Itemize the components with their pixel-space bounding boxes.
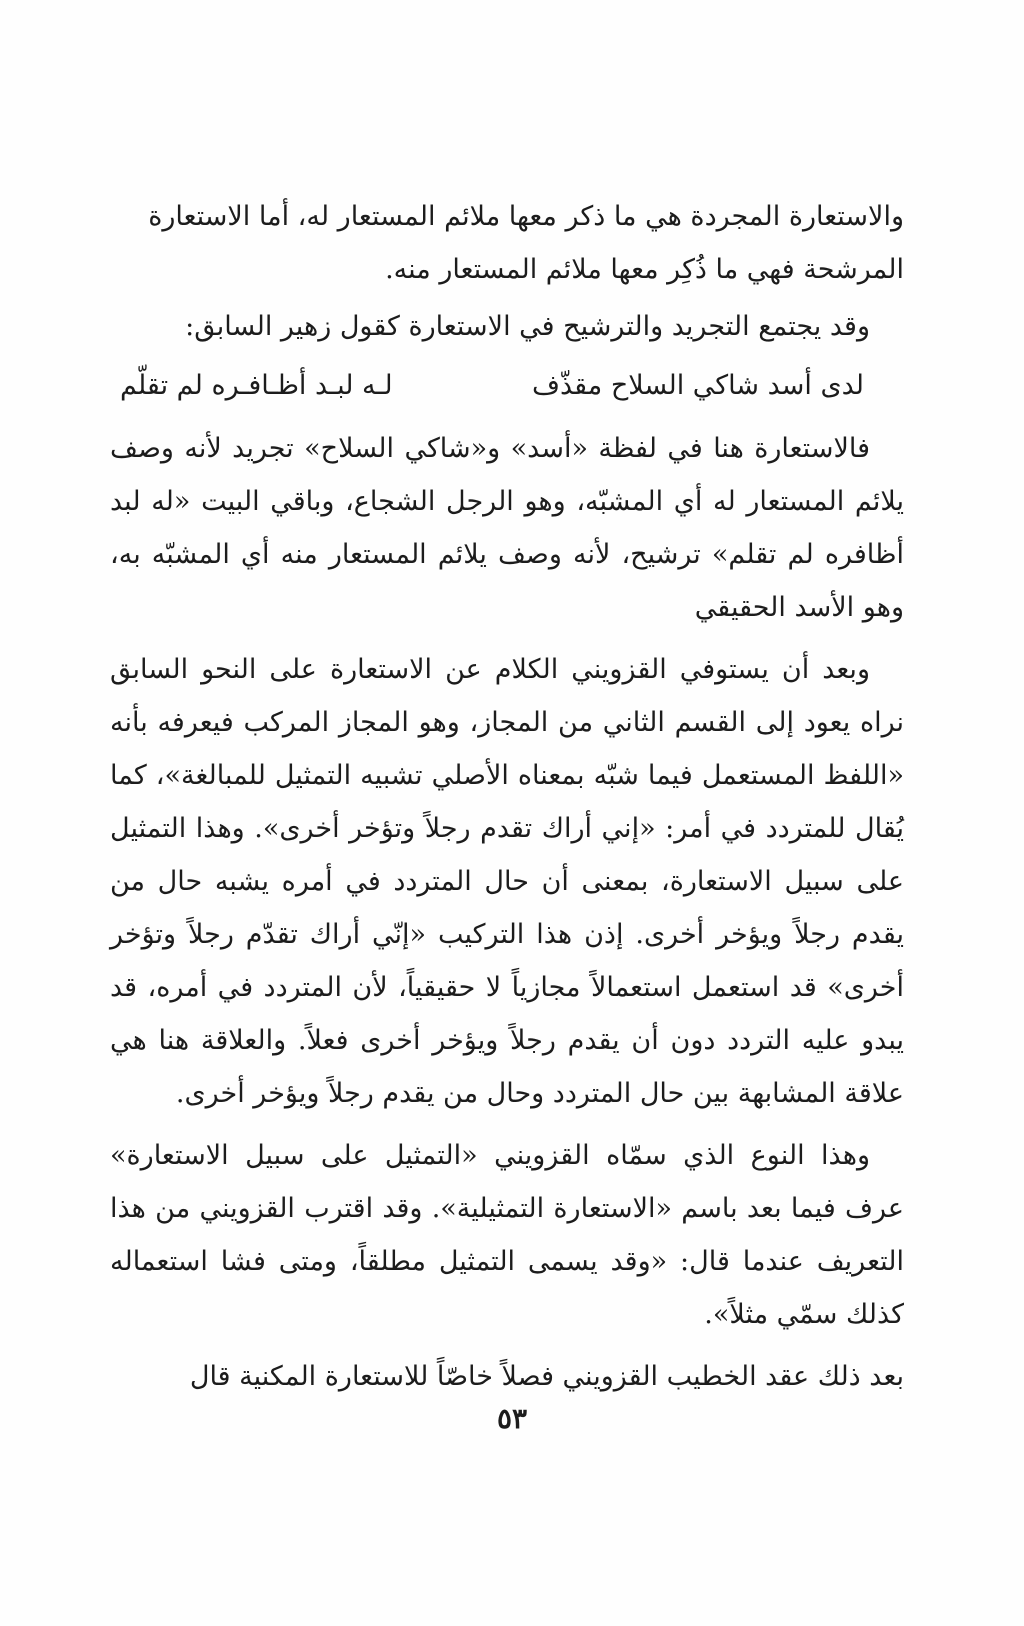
verse-second-hemistich: لـه لبـد أظـافـره لم تقلّم — [120, 370, 393, 401]
paragraph-compound-metaphor: وبعد أن يستوفي القزويني الكلام عن الاستعارة على النحو السابق نراه يعود إلى القسم الثاني من المجاز، وهو المجاز المركب فيعرفه بأنه «اللفظ المستعمل فيما شبّه بمعناه الأصلي تشبيه التمثيل للمبالغة»، كما يُقال للمتردد في أمر: «إني أراك تقدم رجلاً وتؤخر أخرى». وهذا التمثيل على سبيل الاستعارة، بمعنى أن حال المتردد في أمره يشبه حال من يقدم رجلاً ويؤخر أخرى. إذن هذا التركيب «إنّي أراك تقدّم رجلاً وتؤخر أخرى» قد استعمل استعمالاً مجازياً لا حقيقياً، لأن المتردد في أمره، قد يبدو عليه التردد دون أن يقدم رجلاً ويؤخر أخرى فعلاً. والعلاقة هنا هي علاقة المشابهة بين حال المتردد وحال من يقدم رجلاً ويؤخر أخرى. — [110, 654, 904, 1109]
page-number: ٥٣ — [496, 1402, 528, 1435]
paragraph-metaphor-types: والاستعارة المجردة هي ما ذكر معها ملائم المستعار له، أما الاستعارة المرشحة فهي ما ذُكِر معها ملائم المستعار منه. — [148, 201, 904, 285]
paragraph-implicit-metaphor: بعد ذلك عقد الخطيب القزويني فصلاً خاصّاً للاستعارة المكنية قال — [189, 1361, 904, 1392]
verse-first-hemistich: لدى أسد شاكي السلاح مقذّف — [531, 370, 864, 401]
paragraph-verse-analysis: فالاستعارة هنا في لفظة «أسد» و«شاكي السلاح» تجريد لأنه وصف يلائم المستعار له أي المشبّه، وهو الرجل الشجاع، وباقي البيت «له لبد أظافره لم تقلم» ترشيح، لأنه وصف يلائم المستعار منه أي المشبّه به، وهو الأسد الحقيقي — [110, 433, 904, 623]
paragraph-zuhair-intro: وقد يجتمع التجريد والترشيح في الاستعارة كقول زهير السابق: — [185, 311, 870, 342]
poem-verse — [110, 359, 904, 412]
paragraph-representative-metaphor: وهذا النوع الذي سمّاه القزويني «التمثيل على سبيل الاستعارة» عرف فيما بعد باسم «الاستعارة التمثيلية». وقد اقترب القزويني من هذا التعريف عندما قال: «وقد يسمى التمثيل مطلقاً، ومتى فشا استعماله كذلك سمّي مثلاً». — [110, 1140, 904, 1330]
page-text — [110, 190, 904, 1403]
